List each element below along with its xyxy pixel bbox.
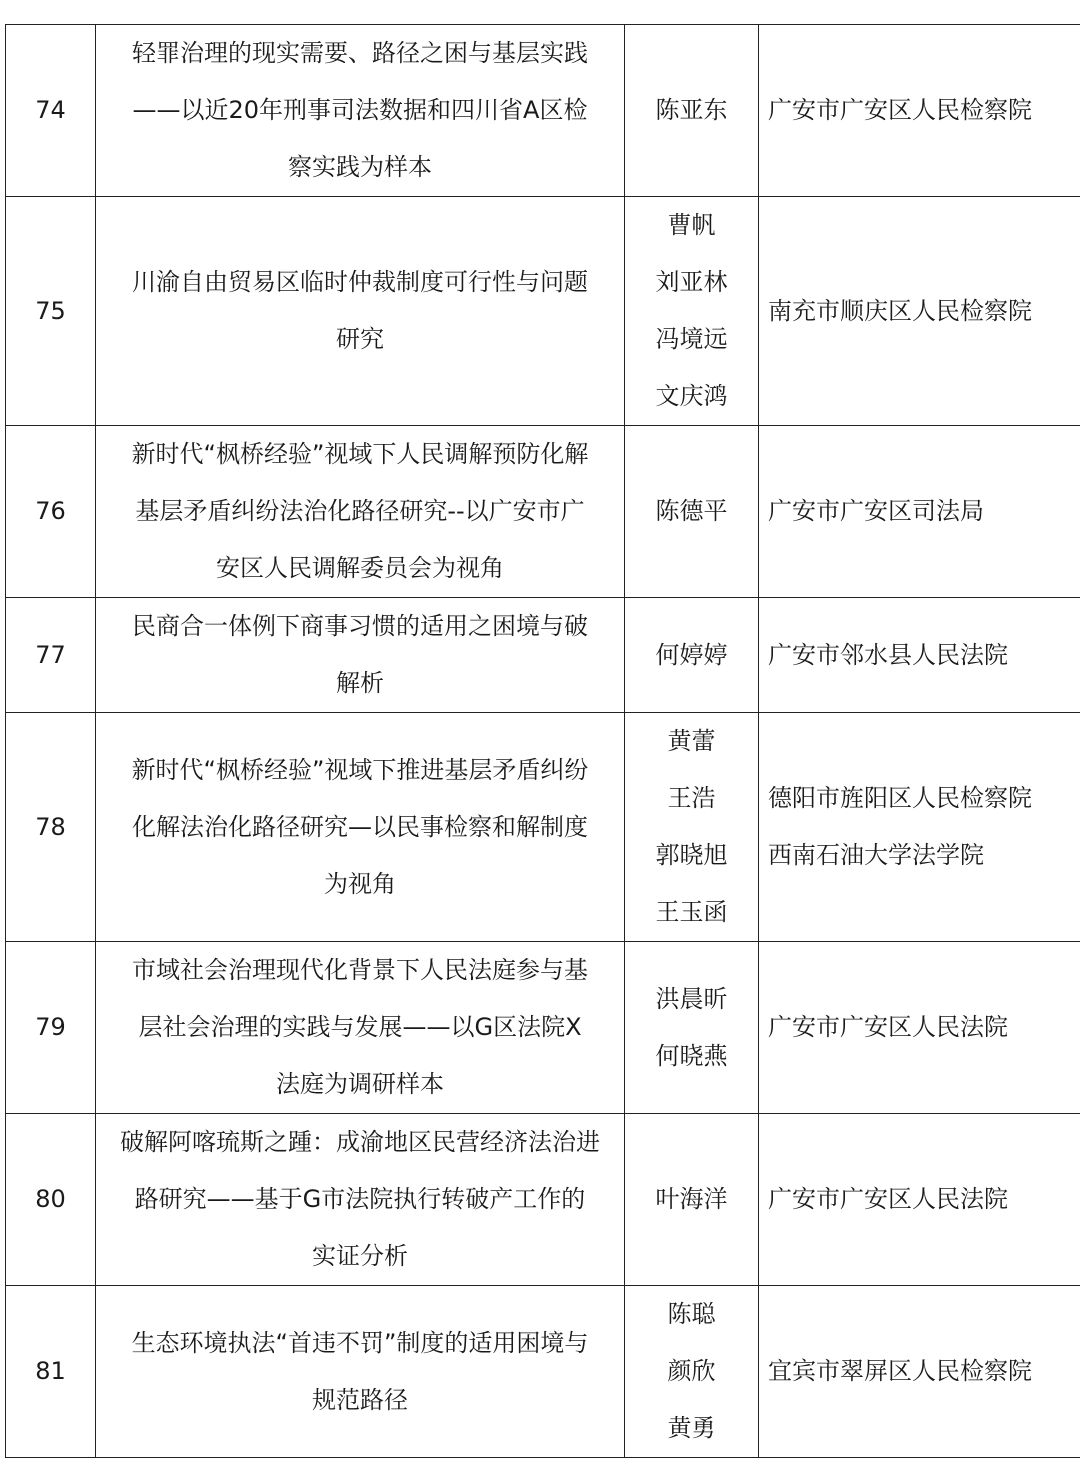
organization-cell: [759, 426, 1080, 598]
author-name: 陈亚东: [655, 96, 728, 124]
row-number-cell: 74: [6, 25, 96, 197]
organization-name: 广安市邻水县人民法院: [768, 640, 1008, 669]
row-number-cell: 78: [6, 713, 96, 942]
organization-cell: [759, 1286, 1080, 1458]
table-body: [6, 25, 1080, 1458]
paper-title-line: 安区人民调解委员会为视角: [216, 554, 504, 582]
author-name: 颜欣: [667, 1357, 716, 1385]
author-name: 王浩: [667, 784, 716, 812]
author-name: 刘亚林: [655, 268, 728, 296]
paper-title-line: 路研究——基于G市法院执行转破产工作的: [134, 1185, 586, 1213]
paper-title-line: 基层矛盾纠纷法治化路径研究--以广安市广: [135, 497, 585, 525]
row-number-cell: 77: [6, 598, 96, 713]
table-row: [6, 1286, 1080, 1458]
paper-title-line: 新时代“枫桥经验”视域下推进基层矛盾纠纷: [131, 755, 589, 784]
table-row: [6, 25, 1080, 197]
paper-title-line: 新时代“枫桥经验”视域下人民调解预防化解: [131, 440, 589, 468]
table-row: [6, 1114, 1080, 1286]
author-cell: [625, 713, 759, 942]
paper-title-line: 法庭为调研样本: [276, 1070, 444, 1098]
paper-title-line: ——以近20年刑事司法数据和四川省A区检: [132, 96, 588, 124]
paper-title-line: 民商合一体例下商事习惯的适用之困境与破: [132, 612, 588, 640]
paper-title-cell: [96, 197, 625, 426]
paper-title-cell: [96, 598, 625, 713]
paper-title-cell: [96, 942, 625, 1114]
row-number-cell: 80: [6, 1114, 96, 1286]
organization-name: 广安市广安区人民检察院: [768, 96, 1032, 124]
author-name: 冯境远: [655, 325, 728, 353]
award-list-table: [5, 24, 1080, 1458]
author-cell: [625, 25, 759, 197]
organization-name: 广安市广安区人民法院: [768, 1013, 1008, 1041]
author-name: 陈德平: [655, 497, 728, 525]
paper-title-cell: [96, 713, 625, 942]
author-name: 郭晓旭: [655, 841, 728, 869]
organization-cell: [759, 598, 1080, 713]
author-cell: [625, 598, 759, 713]
organization-name: 宜宾市翠屏区人民检察院: [768, 1357, 1032, 1385]
row-number-cell: 81: [6, 1286, 96, 1458]
row-number-cell: 79: [6, 942, 96, 1114]
paper-title-line: 破解阿喀琉斯之踵：成渝地区民营经济法治进: [120, 1128, 600, 1156]
row-number-cell: 75: [6, 197, 96, 426]
paper-title-line: 为视角: [324, 869, 396, 898]
author-name: 何婷婷: [655, 640, 728, 669]
author-cell: [625, 1286, 759, 1458]
paper-title-line: 化解法治化路径研究—以民事检察和解制度: [132, 812, 588, 841]
table-row: [6, 713, 1080, 942]
author-cell: [625, 426, 759, 598]
organization-cell: [759, 713, 1080, 942]
author-name: 黄勇: [667, 1414, 716, 1442]
organization-name: 广安市广安区司法局: [768, 497, 984, 525]
paper-title-line: 层社会治理的实践与发展——以G区法院X: [138, 1013, 582, 1041]
paper-title-line: 规范路径: [312, 1385, 408, 1414]
author-name: 洪晨昕: [655, 984, 728, 1013]
organization-name: 德阳市旌阳区人民检察院: [768, 784, 1032, 812]
organization-cell: [759, 25, 1080, 197]
row-number-cell: 76: [6, 426, 96, 598]
paper-title-line: 市域社会治理现代化背景下人民法庭参与基: [132, 956, 588, 984]
paper-title-cell: [96, 426, 625, 598]
author-name: 何晓燕: [655, 1041, 728, 1070]
paper-title-cell: [96, 1114, 625, 1286]
author-cell: [625, 942, 759, 1114]
author-name: 王玉函: [655, 898, 728, 926]
paper-title-line: 川渝自由贸易区临时仲裁制度可行性与问题: [132, 268, 588, 296]
table-row: [6, 426, 1080, 598]
paper-title-line: 实证分析: [312, 1242, 408, 1270]
author-name: 叶海洋: [655, 1185, 728, 1213]
table-row: [6, 598, 1080, 713]
author-name: 文庆鸿: [655, 382, 728, 410]
organization-cell: [759, 942, 1080, 1114]
author-cell: [625, 1114, 759, 1286]
paper-title-line: 生态环境执法“首违不罚”制度的适用困境与: [131, 1328, 589, 1357]
table-row: [6, 942, 1080, 1114]
organization-name: 西南石油大学法学院: [768, 841, 984, 869]
organization-cell: [759, 197, 1080, 426]
paper-title-line: 研究: [336, 325, 384, 353]
paper-title-cell: [96, 1286, 625, 1458]
organization-name: 南充市顺庆区人民检察院: [768, 296, 1032, 325]
author-name: 黄蕾: [667, 727, 716, 755]
table-row: [6, 197, 1080, 426]
author-cell: [625, 197, 759, 426]
paper-title-line: 察实践为样本: [288, 153, 432, 181]
paper-title-line: 解析: [336, 669, 384, 697]
organization-cell: [759, 1114, 1080, 1286]
paper-title-line: 轻罪治理的现实需要、路径之困与基层实践: [132, 39, 588, 67]
author-name: 陈聪: [667, 1300, 716, 1328]
organization-name: 广安市广安区人民法院: [768, 1185, 1008, 1213]
paper-title-cell: [96, 25, 625, 197]
author-name: 曹帆: [667, 211, 716, 239]
